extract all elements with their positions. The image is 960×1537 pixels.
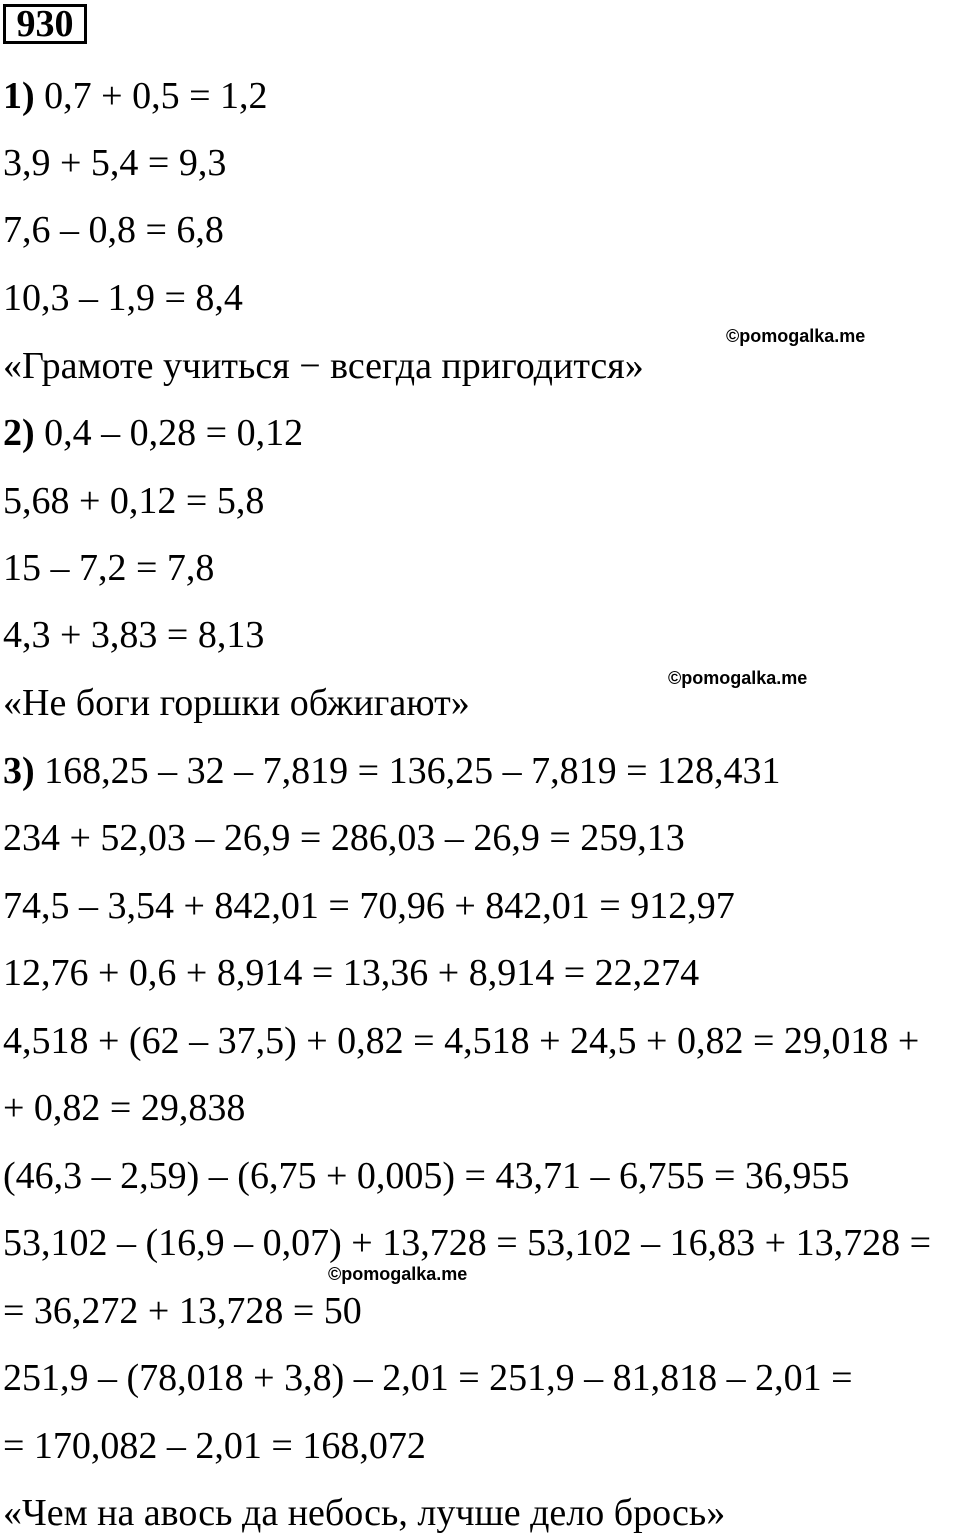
solution-line-16 xyxy=(3,1221,931,1265)
line-text: = 170,082 – 2,01 = 168,072 xyxy=(3,1425,426,1467)
line-text: 4,3 + 3,83 = 8,13 xyxy=(3,614,265,656)
line-text: 7,6 – 0,8 = 6,8 xyxy=(3,209,224,251)
solution-line-17 xyxy=(3,1289,362,1333)
line-text: 12,76 + 0,6 + 8,914 = 13,36 + 8,914 = 22,274 xyxy=(3,952,700,994)
solution-line-13 xyxy=(3,1019,919,1063)
solution-line-8 xyxy=(3,613,264,657)
line-text: 251,9 – (78,018 + 3,8) – 2,01 = 251,9 – 81,818 – 2,01 = xyxy=(3,1357,853,1399)
solution-line-14 xyxy=(3,1086,245,1130)
solution-line-3 xyxy=(3,208,224,252)
proverb-3 xyxy=(3,1491,725,1535)
line-text: «Грамоте учиться − всегда пригодится» xyxy=(3,345,644,387)
solution-line-5 xyxy=(3,411,303,455)
solution-line-1 xyxy=(3,74,268,118)
watermark: ©pomogalka.me xyxy=(726,326,866,346)
solution-line-19 xyxy=(3,1424,426,1468)
line-text: 0,7 + 0,5 = 1,2 xyxy=(34,75,268,117)
part-label: 2) xyxy=(3,412,35,454)
proverb-1 xyxy=(3,344,644,388)
line-text: 74,5 – 3,54 + 842,01 = 70,96 + 842,01 = 912,97 xyxy=(3,885,735,927)
solution-line-6 xyxy=(3,479,264,523)
task-number: 930 xyxy=(3,4,87,44)
line-text: 53,102 – (16,9 – 0,07) + 13,728 = 53,102 – 16,83 + 13,728 = xyxy=(3,1222,932,1264)
solution-line-9 xyxy=(3,749,781,793)
watermark: ©pomogalka.me xyxy=(328,1264,468,1284)
solution-line-4 xyxy=(3,276,243,320)
solution-line-2 xyxy=(3,141,226,185)
proverb-2 xyxy=(3,681,470,725)
line-text: 234 + 52,03 – 26,9 = 286,03 – 26,9 = 259,13 xyxy=(3,817,685,859)
line-text: + 0,82 = 29,838 xyxy=(3,1087,246,1129)
line-text: (46,3 – 2,59) – (6,75 + 0,005) = 43,71 – 6,755 = 36,955 xyxy=(3,1155,850,1197)
line-text: 10,3 – 1,9 = 8,4 xyxy=(3,277,243,319)
solution-line-12 xyxy=(3,951,699,995)
line-text: «Не боги горшки обжигают» xyxy=(3,682,470,724)
part-label: 1) xyxy=(3,75,35,117)
solution-line-18 xyxy=(3,1356,853,1400)
solution-line-15 xyxy=(3,1154,849,1198)
line-text: 3,9 + 5,4 = 9,3 xyxy=(3,142,227,184)
line-text: 168,25 – 32 – 7,819 = 136,25 – 7,819 = 128,431 xyxy=(34,750,781,792)
solution-line-7 xyxy=(3,546,214,590)
line-text: «Чем на авось да небось, лучше дело брось» xyxy=(3,1492,726,1534)
line-text: = 36,272 + 13,728 = 50 xyxy=(3,1290,362,1332)
watermark: ©pomogalka.me xyxy=(668,668,808,688)
line-text: 15 – 7,2 = 7,8 xyxy=(3,547,215,589)
solution-line-10 xyxy=(3,816,685,860)
solution-line-11 xyxy=(3,884,735,928)
line-text: 0,4 – 0,28 = 0,12 xyxy=(34,412,304,454)
part-label: 3) xyxy=(3,750,35,792)
line-text: 4,518 + (62 – 37,5) + 0,82 = 4,518 + 24,5 + 0,82 = 29,018 + xyxy=(3,1020,920,1062)
line-text: 5,68 + 0,12 = 5,8 xyxy=(3,480,265,522)
